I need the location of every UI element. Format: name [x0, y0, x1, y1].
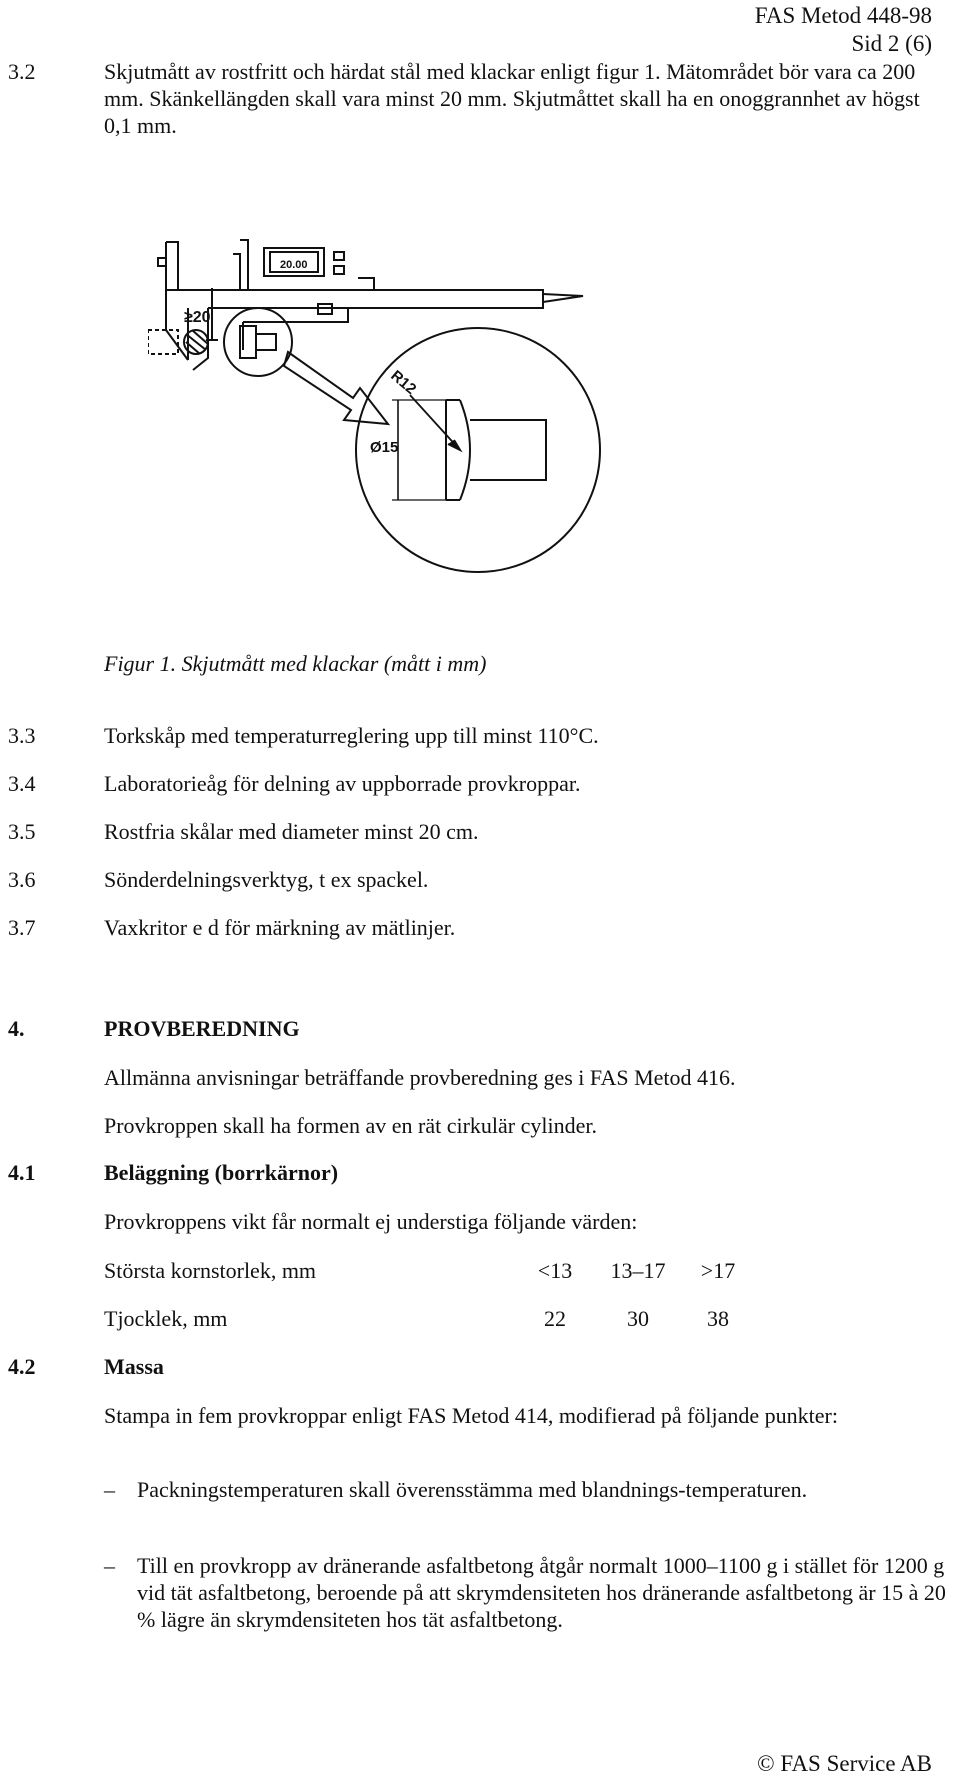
- dimension-label: ≥20: [184, 309, 211, 326]
- section-title: Beläggning (borrkärnor): [104, 1160, 339, 1185]
- section-number: 4.1: [8, 1160, 36, 1185]
- diameter-label: Ø15: [370, 439, 399, 456]
- list-item-text: Till en provkropp av dränerande asfaltbetong åtgår normalt 1000–1100 g i stället för 1200 g vid tät asfaltbetong, beroende på att skrymdensiteten hos dränerande asfaltbetong är 15 à 20 % lägre än skrymdensiteten hos tät asfaltbetong.: [137, 1553, 946, 1632]
- section-number: 3.4: [8, 771, 36, 796]
- section-text: Laboratorieåg för delning av uppborrade provkroppar.: [104, 771, 581, 796]
- table-cell: <13: [537, 1258, 573, 1283]
- method-number: FAS Metod 448-98: [754, 3, 932, 28]
- section-text: Sönderdelningsverktyg, t ex spackel.: [104, 867, 429, 892]
- table-cell: 38: [707, 1306, 729, 1331]
- table-row-label: Tjocklek, mm: [104, 1306, 228, 1331]
- section-text: Rostfria skålar med diameter minst 20 cm.: [104, 819, 479, 844]
- display-reading: 20.00: [280, 259, 308, 271]
- dash-marker: –: [104, 1477, 115, 1502]
- section-number: 3.5: [8, 819, 36, 844]
- section-number: 4.2: [8, 1354, 36, 1379]
- page-header: [755, 2, 932, 58]
- caliper-figure: [148, 230, 668, 640]
- section-number: 3.7: [8, 915, 36, 940]
- section-number: 4.: [8, 1016, 25, 1041]
- section-text: Vaxkritor e d för märkning av mätlinjer.: [104, 915, 456, 940]
- list-item-text: Packningstemperaturen skall överensstämma med blandnings-temperaturen.: [137, 1477, 808, 1502]
- section-number: 3.3: [8, 723, 36, 748]
- copyright-footer: © FAS Service AB: [757, 1751, 932, 1776]
- table-cell: 13–17: [610, 1258, 666, 1283]
- dash-marker: –: [104, 1553, 115, 1578]
- section-number: 3.6: [8, 867, 36, 892]
- table-cell: 22: [544, 1306, 566, 1331]
- table-cell: 30: [627, 1306, 649, 1331]
- page-number: Sid 2 (6): [851, 31, 932, 56]
- table-cell: >17: [700, 1258, 736, 1283]
- section-number: 3.2: [8, 59, 36, 84]
- section-text: Skjutmått av rostfritt och härdat stål med klackar enligt figur 1. Mätområdet bör vara ca 200 mm. Skänkellängden skall vara minst 20 mm. Skjutmåttet skall ha en onoggrannhet av högst 0,1 mm.: [104, 59, 920, 138]
- radius-label: R12: [387, 367, 420, 398]
- section-text: Torkskåp med temperaturreglering upp till minst 110°C.: [104, 723, 599, 748]
- table-row-label: Största kornstorlek, mm: [104, 1258, 317, 1283]
- section-title: Massa: [104, 1354, 164, 1379]
- section-title: PROVBEREDNING: [104, 1016, 300, 1041]
